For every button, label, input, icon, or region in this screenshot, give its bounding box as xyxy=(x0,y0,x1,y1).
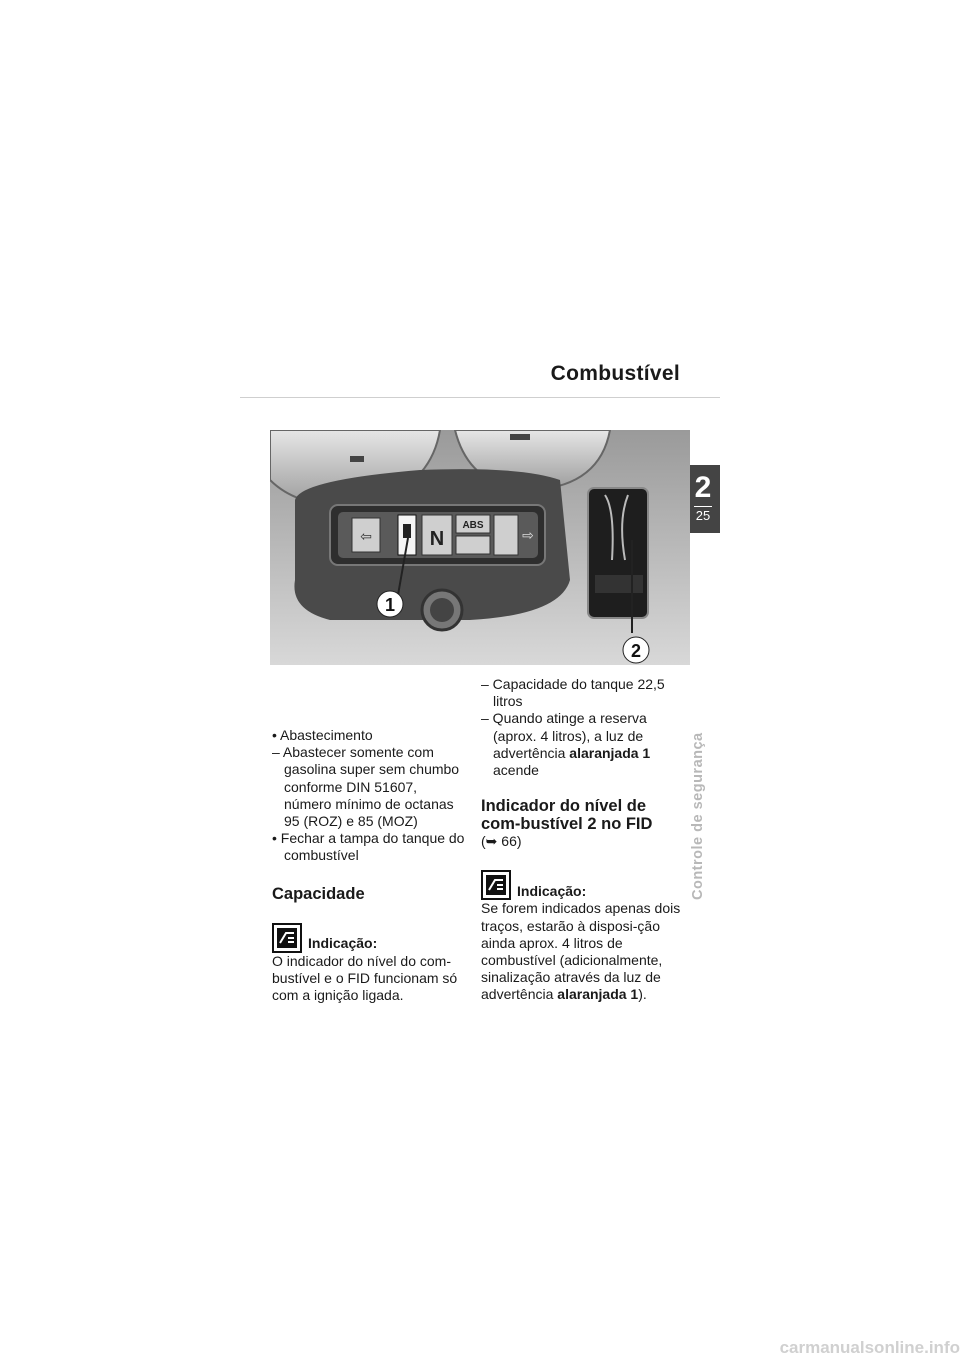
note-icon xyxy=(481,870,511,900)
note-icon xyxy=(272,923,302,953)
svg-text:ABS: ABS xyxy=(462,520,484,531)
chapter-tab-divider xyxy=(694,506,712,507)
left-column xyxy=(272,727,468,1004)
callout-2: 2 xyxy=(630,641,642,661)
svg-text:⇦: ⇦ xyxy=(360,529,372,545)
list-item: • Abastecimento xyxy=(272,727,373,743)
svg-text:⇨: ⇨ xyxy=(522,528,534,544)
instrument-panel-photo xyxy=(270,430,690,665)
page-reference: (➥ 66) xyxy=(481,833,522,850)
note-label: Indicação: xyxy=(517,883,587,900)
page-title: Combustível xyxy=(550,362,680,385)
note-text: O indicador do nível do com-bustível e o FID funcionam só com a ignição ligada. xyxy=(272,952,458,1004)
list-item: • Fechar a tampa do tanque do combustível xyxy=(272,830,465,864)
page-number: 25 xyxy=(695,508,711,523)
note-text: Se forem indicados apenas dois traços, estarão à disposi-ção ainda aprox. 4 litros de combustível (adicionalmente, sinalização através da luz de advertência alaranjada 1). xyxy=(481,900,681,1003)
watermark: carmanualsonline.info xyxy=(779,1338,960,1357)
section-heading-capacity: Capacidade xyxy=(272,884,365,903)
note-label: Indicação: xyxy=(308,935,378,952)
note-block xyxy=(481,870,689,1003)
list-item: – Abastecer somente com gasolina super sem chumbo conforme DIN 51607, número mínimo de octanas 95 (ROZ) e 85 (MOZ) xyxy=(272,744,460,830)
chapter-side-title: Controle de segurança xyxy=(690,732,706,900)
chapter-number: 2 xyxy=(694,471,712,504)
list-item: – Quando atinge a reserva (aprox. 4 litros), a luz de advertência alaranjada 1 acende xyxy=(481,710,651,779)
svg-text:N: N xyxy=(429,528,445,550)
right-column xyxy=(481,676,689,1004)
note-block xyxy=(272,923,468,1005)
chapter-tab xyxy=(686,465,720,533)
list-item: – Capacidade do tanque 22,5 litros xyxy=(481,676,665,710)
section-heading-fid: Indicador do nível de com-bustível 2 no FID xyxy=(481,797,653,834)
header-divider xyxy=(240,397,720,398)
callout-1: 1 xyxy=(384,595,396,615)
